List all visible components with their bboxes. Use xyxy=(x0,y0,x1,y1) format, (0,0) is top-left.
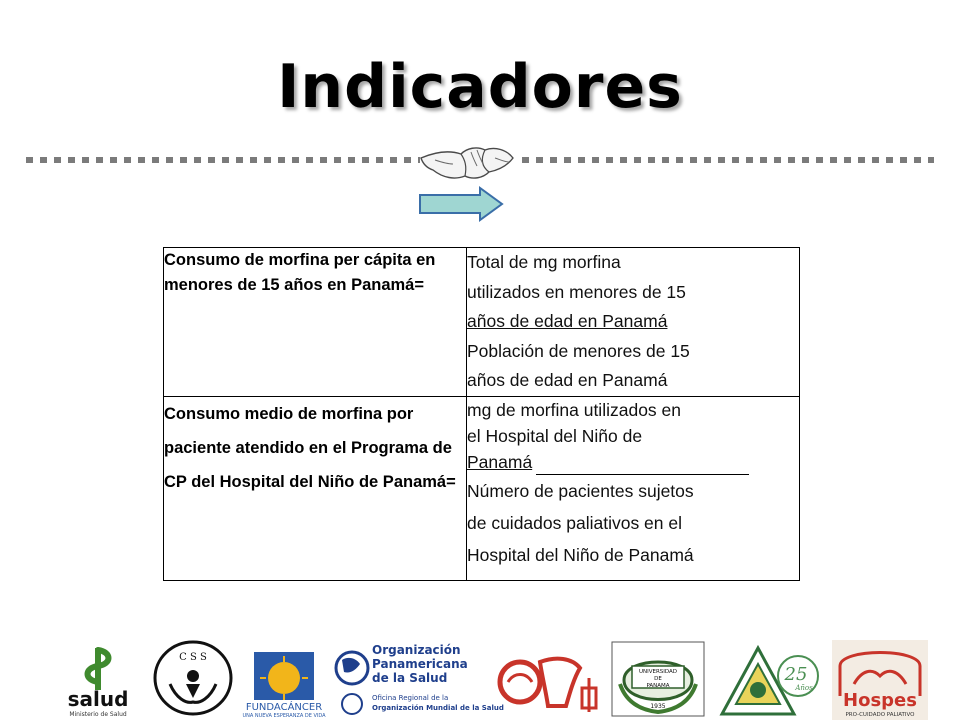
slide-title: Indicadores xyxy=(277,52,683,122)
anniversary-logo xyxy=(718,644,822,720)
formula-denominator-line: Hospital del Niño de Panamá xyxy=(467,544,694,565)
universidad-logo-line3: PANAMA xyxy=(646,683,670,689)
anniversary-logo-number: 25 xyxy=(784,664,808,685)
indicators-table xyxy=(163,247,800,581)
ops-logo-line3: de la Salud xyxy=(372,671,448,685)
dotted-divider-left xyxy=(26,157,420,163)
hospes-logo xyxy=(832,640,928,720)
hospes-logo-subtext: PRO-CUIDADO PALIATIVO xyxy=(845,712,915,718)
ops-logo-line1: Organización xyxy=(372,643,461,657)
medical-faculty-logo xyxy=(496,648,600,716)
fraction-rule xyxy=(536,457,749,475)
salud-logo xyxy=(52,646,144,718)
table-row xyxy=(164,248,800,397)
css-logo xyxy=(146,636,240,718)
sponsor-logos-strip xyxy=(0,630,960,720)
ops-logo-line2: Panamericana xyxy=(372,657,468,671)
salud-logo-text: salud xyxy=(67,687,129,711)
indicator-label-mean-consumption: Consumo medio de morfina por paciente atendido en el Programa de CP del Hospital del Niño de Panamá= xyxy=(164,396,467,580)
formula-numerator-line: Panamá xyxy=(467,451,533,472)
anniversary-logo-word: Años xyxy=(795,684,813,692)
formula-numerator-line: el Hospital del Niño de xyxy=(467,425,643,446)
fundacancer-logo-tagline: UNA NUEVA ESPERANZA DE VIDA xyxy=(242,713,326,719)
formula-denominator-line: años de edad en Panamá xyxy=(467,370,668,390)
salud-logo-subtext: Ministerio de Salud xyxy=(69,711,127,718)
formula-denominator-line: Población de menores de 15 xyxy=(467,340,690,361)
formula-numerator-line: años de edad en Panamá xyxy=(467,311,668,331)
ops-logo xyxy=(334,638,504,718)
ops-logo-sub1: Oficina Regional de la xyxy=(372,694,449,702)
formula-numerator-line: mg de morfina utilizados en xyxy=(467,399,681,420)
formula-denominator-line: de cuidados paliativos en el xyxy=(467,512,683,533)
indicator-formula-mean-consumption xyxy=(467,396,800,580)
universidad-logo-year: 1935 xyxy=(650,703,666,710)
universidad-panama-logo xyxy=(610,640,706,718)
table-row xyxy=(164,396,800,580)
indicator-label-per-capita: Consumo de morfina per cápita en menores de 15 años en Panamá= xyxy=(164,248,467,397)
holding-hands-icon xyxy=(415,140,519,188)
formula-numerator-line: utilizados en menores de 15 xyxy=(467,281,686,302)
universidad-logo-line2: DE xyxy=(654,676,662,682)
ops-logo-sub2: Organización Mundial de la Salud xyxy=(372,704,504,712)
hospes-logo-text: Hospes xyxy=(843,690,917,711)
indicator-formula-per-capita xyxy=(467,248,800,397)
formula-numerator-rule xyxy=(467,449,799,475)
css-logo-text: C S S xyxy=(179,652,207,663)
dotted-divider-right xyxy=(522,157,934,163)
formula-numerator-line: Total de mg morfina xyxy=(467,252,621,272)
right-arrow-icon xyxy=(418,187,504,221)
universidad-logo-line1: UNIVERSIDAD xyxy=(638,669,678,675)
fundacancer-logo xyxy=(244,650,324,718)
fundacancer-logo-text: FUNDACÁNCER xyxy=(245,702,323,713)
formula-denominator-line: Número de pacientes sujetos xyxy=(467,480,694,501)
